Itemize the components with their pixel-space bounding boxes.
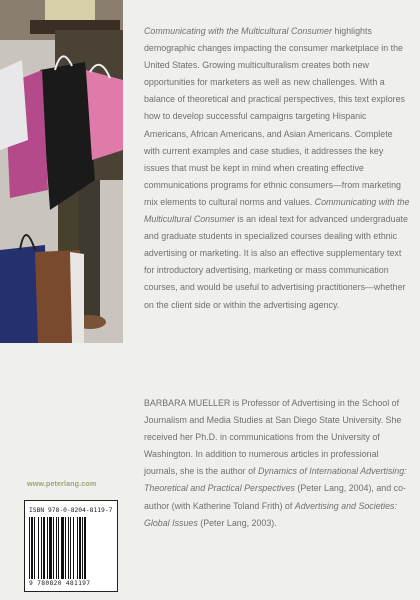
barcode-bar — [31, 517, 33, 579]
barcode-bar — [58, 517, 59, 579]
shopping-bags-illustration — [0, 0, 123, 343]
barcode-bar — [82, 517, 83, 579]
book-title-italic: Communicating with the Multicultural Consumer — [144, 26, 332, 36]
barcode-bar — [49, 517, 52, 579]
isbn-label: ISBN 978-0-8204-8119-7 — [29, 507, 113, 514]
isbn-barcode — [24, 500, 118, 592]
author-name: BARBARA MUELLER — [144, 398, 231, 408]
author-bio — [144, 395, 410, 532]
bio-text-3: (Peter Lang, 2003). — [197, 517, 277, 528]
isbn-number: 9 780820 481197 — [29, 580, 91, 587]
bio-book-1: Dynamics of International Advertising: Theoretical and Practical Perspectives — [144, 466, 407, 494]
barcode-bar — [47, 517, 48, 579]
barcode-bar — [73, 517, 74, 579]
cover-photo-shopping-bags — [0, 0, 123, 343]
description-text-2: is an ideal text for advanced undergraduate and graduate students in specialized courses dealing with ethnic advertising or marketing. It is also an effective supplementary text for introductory advertising, marketing or mass communication courses, and would be useful to advertising practitioners—whether on the client side or within the advertising agency. — [144, 214, 408, 310]
barcode-bar — [29, 517, 30, 579]
barcode-bar — [38, 517, 39, 579]
description-text: highlights demographic changes impacting the consumer marketplace in the United States. Growing multiculturalism creates both new opportunities for marketers as well as new challenges. With a balance of theoretical and practical perspectives, this text explores how to develop successful campaigns targeting Hispanic Americans, African Americans, and Asian Americans. Complete with current examples and case studies, it addresses the key issues that must be kept in mind when creating effective communications programs for ethnic consumers—from marketing mix elements to cultural norms and values. — [144, 26, 405, 207]
barcode-bar — [34, 517, 35, 579]
book-description — [144, 23, 410, 314]
publisher-website[interactable]: www.peterlang.com — [27, 479, 97, 488]
barcode-bar — [41, 517, 42, 579]
barcode-bar — [65, 517, 66, 579]
barcode-bar — [56, 517, 57, 579]
barcode-bar — [43, 517, 45, 579]
bio-text-1: is Professor of Advertising in the School of Journalism and Media Studies at San Diego State University. She received her Ph.D. in communications from the University of Washington. In addition to numerous articles in professional journals, she is the author of — [144, 398, 402, 477]
barcode-bar — [70, 517, 71, 579]
bio-text-2: (Peter Lang, 2004), and co-author (with Katherine Toland Frith) of — [144, 483, 406, 511]
book-title-italic-2: Communicating with the Multicultural Consumer — [144, 196, 410, 225]
bio-book-2: Advertising and Societies: Global Issues — [144, 500, 397, 528]
barcode-bar — [79, 517, 81, 579]
barcode-bar — [77, 517, 78, 579]
barcode-bar — [53, 517, 54, 579]
barcode-bar — [61, 517, 64, 579]
barcode-bars — [29, 517, 113, 579]
barcode-bar — [84, 517, 86, 579]
barcode-bar — [68, 517, 69, 579]
